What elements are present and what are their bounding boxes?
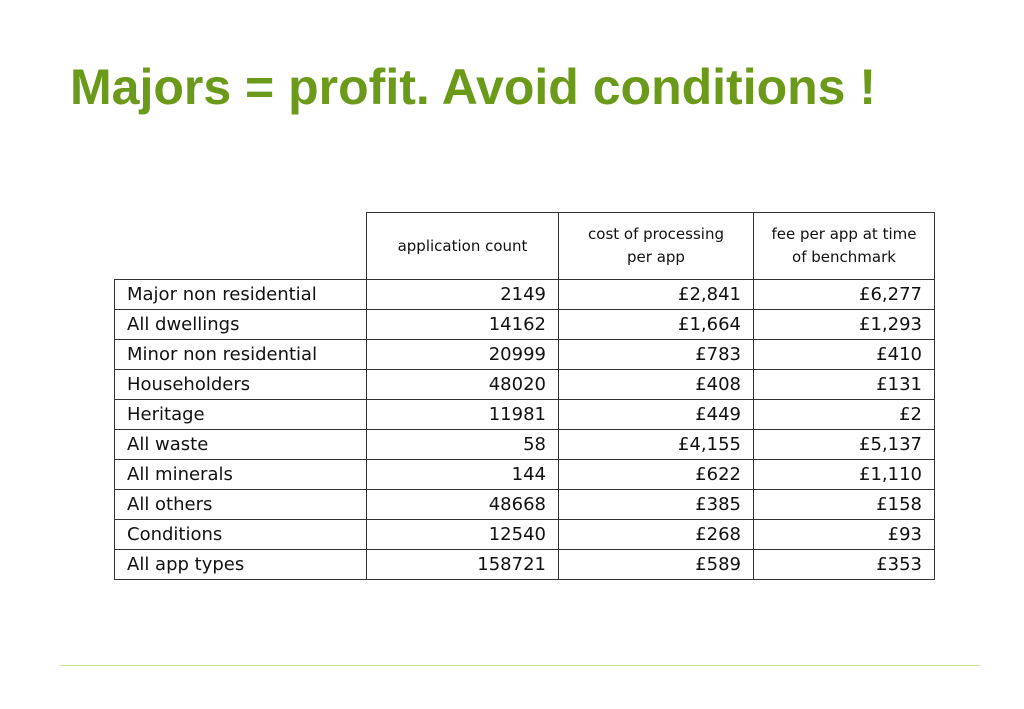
table-row [115,310,935,340]
cost-per-app-cell: £783 [559,340,754,370]
header-label: fee per app at time of benchmark [771,225,917,266]
row-label: All app types [115,550,367,580]
table-row [115,400,935,430]
application-count-cell: 48668 [367,490,559,520]
table-row [115,370,935,400]
footer-divider [60,665,980,666]
row-label: All dwellings [115,310,367,340]
cost-per-app-cell: £2,841 [559,280,754,310]
table-row [115,280,935,310]
row-label: All waste [115,430,367,460]
cost-per-app-cell: £622 [559,460,754,490]
application-count-cell: 144 [367,460,559,490]
fee-per-app-cell: £6,277 [754,280,935,310]
table-row [115,430,935,460]
row-label: All minerals [115,460,367,490]
application-count-cell: 2149 [367,280,559,310]
cost-per-app-cell: £268 [559,520,754,550]
fee-per-app-cell: £1,293 [754,310,935,340]
fee-per-app-cell: £410 [754,340,935,370]
table-header-row [115,213,935,280]
application-count-cell: 11981 [367,400,559,430]
slide-title: Majors = profit. Avoid conditions ! [70,59,877,115]
table-row [115,340,935,370]
application-count-cell: 58 [367,430,559,460]
row-label: All others [115,490,367,520]
cost-per-app-cell: £1,664 [559,310,754,340]
application-count-cell: 48020 [367,370,559,400]
application-count-cell: 12540 [367,520,559,550]
cost-per-app-cell: £4,155 [559,430,754,460]
application-count-cell: 158721 [367,550,559,580]
fee-per-app-cell: £158 [754,490,935,520]
table-row [115,490,935,520]
header-label: application count [397,236,528,255]
application-count-cell: 20999 [367,340,559,370]
cost-per-app-cell: £408 [559,370,754,400]
fee-per-app-cell: £131 [754,370,935,400]
cost-per-app-cell: £385 [559,490,754,520]
fee-per-app-cell: £1,110 [754,460,935,490]
table-row [115,460,935,490]
cost-per-app-cell: £589 [559,550,754,580]
fee-per-app-cell: £2 [754,400,935,430]
fee-per-app-cell: £5,137 [754,430,935,460]
table-row [115,520,935,550]
row-label: Minor non residential [115,340,367,370]
row-label: Householders [115,370,367,400]
benchmark-table [114,212,935,580]
fee-per-app-cell: £353 [754,550,935,580]
row-label: Conditions [115,520,367,550]
header-application-count [367,213,559,280]
header-cost-of-processing [559,213,754,280]
header-fee-per-app [754,213,935,280]
cost-per-app-cell: £449 [559,400,754,430]
header-label: cost of processing per app [588,225,724,266]
fee-per-app-cell: £93 [754,520,935,550]
row-label: Heritage [115,400,367,430]
table-row [115,550,935,580]
table-corner-cell [115,213,367,280]
row-label: Major non residential [115,280,367,310]
application-count-cell: 14162 [367,310,559,340]
